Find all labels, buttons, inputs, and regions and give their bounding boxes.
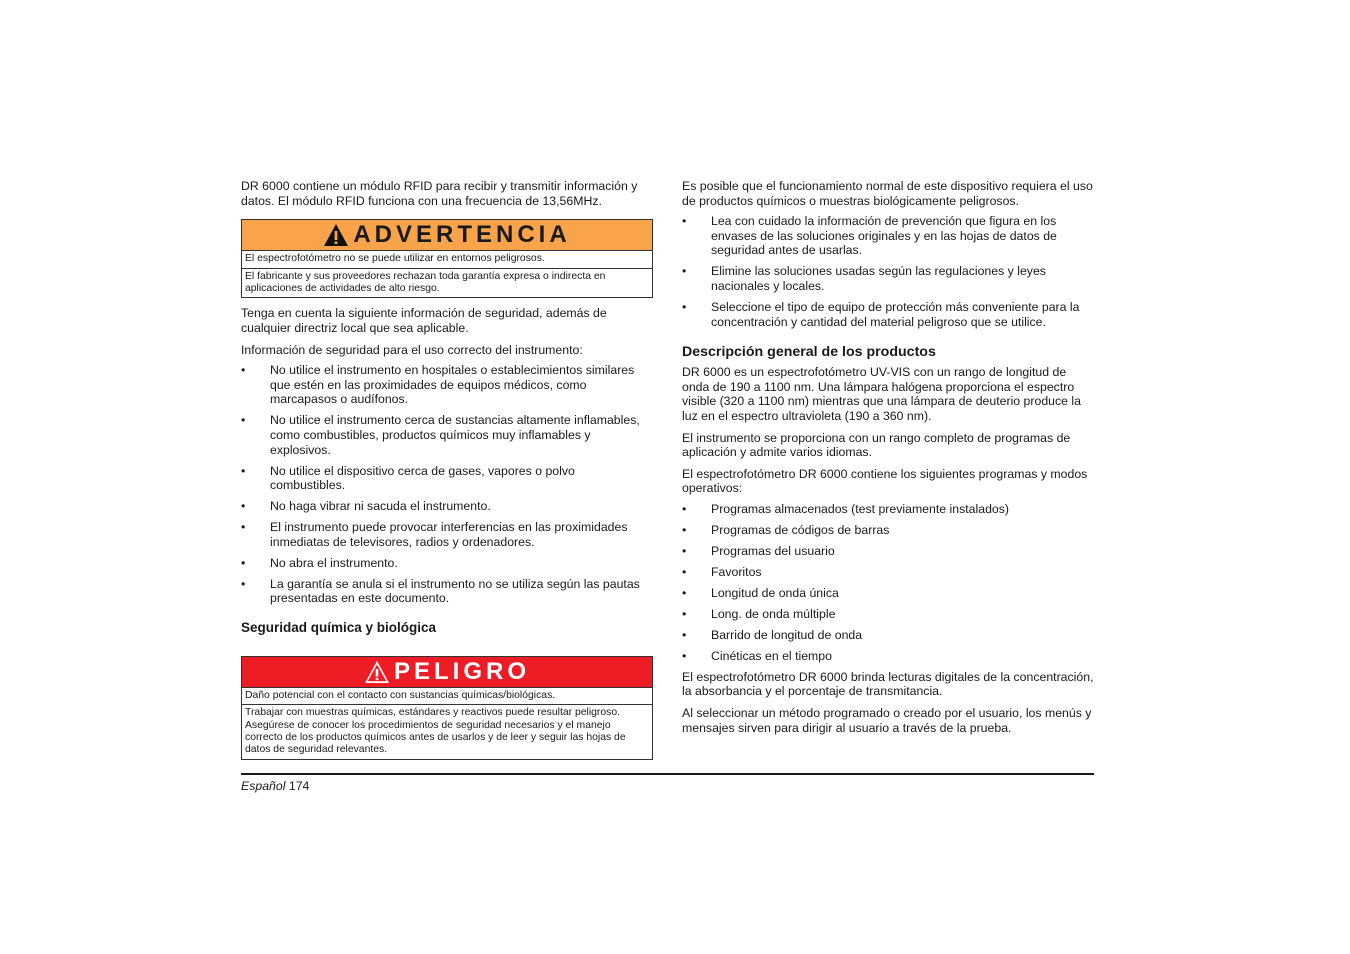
safety-paragraph: Tenga en cuenta la siguiente información de seguridad, además de cualquier directriz local que sea aplicable. [241,306,607,335]
bullet-mark: • [241,520,246,535]
bullet-mark: • [682,299,687,314]
list-item: • No haga vibrar ni sacuda el instrumento. [241,499,491,514]
bullet-mark: • [682,648,687,663]
footer-language: Español [241,779,286,793]
page-number: 174 [288,779,310,793]
menus-paragraph: Al seleccionar un método programado o creado por el usuario, los menús y mensajes sirven para dirigir al usuario a través de la prueba. [682,705,1092,735]
danger-box [241,656,653,760]
modes-paragraph: El espectrofotómetro DR 6000 contiene los siguientes programas y modos operativos: [682,466,1088,496]
bullet-mark: • [682,606,687,621]
bullet-mark: • [241,363,246,378]
page-footer [241,779,309,793]
list-item: • La garantía se anula si el instrumento no se utiliza según las pautas presentadas en este documento. [241,576,640,606]
list-item: • Lea con cuidado la información de prevención que figura en los envases de las soluciones originales y en las hojas de datos de seguridad antes de usarlas. [682,214,1057,258]
danger-triangle-icon [364,660,390,684]
right-column [682,179,1094,742]
hazard-intro-paragraph: Es posible que el funcionamiento normal de este dispositivo requiera el uso de productos químicos o muestras biológicamente peligrosos. [682,179,1093,208]
bullet-mark: • [682,501,687,516]
warning-line: El fabricante y sus proveedores rechazan toda garantía expresa o indirecta en aplicaciones de actividades de alto riesgo. [242,268,652,298]
bullet-mark: • [682,627,687,642]
safety-bullet-list [241,363,653,606]
list-item: • Elimine las soluciones usadas según las regulaciones y leyes nacionales y locales. [682,264,1046,293]
handling-bullet-list [682,214,1094,329]
product-paragraph: DR 6000 es un espectrofotómetro UV-VIS con un rango de longitud de onda de 190 a 1100 nm. Una lámpara halógena proporciona el espectro visible (320 a 1100 nm) mientras que una lámpara de deuterio produce la luz en el espectro ultravioleta (190 a 360 nm). [682,365,1081,423]
left-column [241,179,653,760]
warning-title: ADVERTENCIA [353,221,571,249]
warning-triangle-icon [323,223,349,247]
warning-header [242,220,652,251]
bullet-mark: • [241,499,246,514]
list-item: • No utilice el instrumento cerca de sustancias altamente inflamables, como combustibles, productos químicos muy inflamables y explosivos. [241,413,640,457]
readings-paragraph: El espectrofotómetro DR 6000 brinda lecturas digitales de la concentración, la absorbancia y el porcentaje de transmitancia. [682,669,1094,699]
list-item: • Programas de códigos de barras [682,522,890,537]
bullet-mark: • [682,522,687,537]
bullet-mark: • [682,264,687,279]
danger-header [242,657,652,688]
section-heading: Seguridad química y biológica [241,619,437,635]
safety-intro-paragraph: Información de seguridad para el uso correcto del instrumento: [241,342,583,357]
warning-line: El espectrofotómetro no se puede utilizar en entornos peligrosos. [245,253,545,265]
section-heading: Descripción general de los productos [682,344,936,361]
bullet-mark: • [682,585,687,600]
bullet-mark: • [682,214,687,229]
bullet-mark: • [241,463,246,478]
list-item: • Longitud de onda única [682,585,839,600]
list-item: • No utilice el instrumento en hospitales o establecimientos similares que estén en las proximidades de equipos médicos, como marcapasos o audífonos. [241,363,635,407]
list-item: • Programas del usuario [682,543,835,558]
danger-line: Trabajar con muestras químicas, estándares y reactivos puede resultar peligroso. Asegúrese de conocer los procedimientos de seguridad necesarios y el manejo correcto de los productos químicos antes de usarlos y de leer y seguir las hojas de datos de seguridad relevantes. [242,704,652,759]
list-item: • Long. de onda múltiple [682,606,836,621]
programs-paragraph: El instrumento se proporciona con un rango completo de programas de aplicación y admite varios idiomas. [682,430,1071,460]
list-item: • Favoritos [682,564,762,579]
footer-divider [241,773,1094,775]
danger-title: PELIGRO [393,657,530,685]
list-item: • Barrido de longitud de onda [682,627,863,642]
list-item: • Seleccione el tipo de equipo de protección más conveniente para la concentración y cantidad del material peligroso que se utilice. [682,299,1080,329]
warning-box [241,219,653,298]
rfid-paragraph: DR 6000 contiene un módulo RFID para recibir y transmitir información y datos. El módulo RFID funciona con una frecuencia de 13,56MHz. [241,179,638,208]
list-item: • Programas almacenados (test previamente instalados) [682,501,1010,516]
list-item: • Cinéticas en el tiempo [682,648,832,663]
bullet-mark: • [241,576,246,591]
list-item: • No abra el instrumento. [241,555,398,570]
danger-line: Daño potencial con el contacto con sustancias químicas/biológicas. [245,689,556,701]
bullet-mark: • [241,555,246,570]
bullet-mark: • [682,564,687,579]
bullet-mark: • [682,543,687,558]
modes-bullet-list [682,502,1094,663]
bullet-mark: • [241,413,246,428]
list-item: • El instrumento puede provocar interferencias en las proximidades inmediatas de televisores, radios y ordenadores. [241,520,628,549]
list-item: • No utilice el dispositivo cerca de gases, vapores o polvo combustibles. [241,463,575,493]
